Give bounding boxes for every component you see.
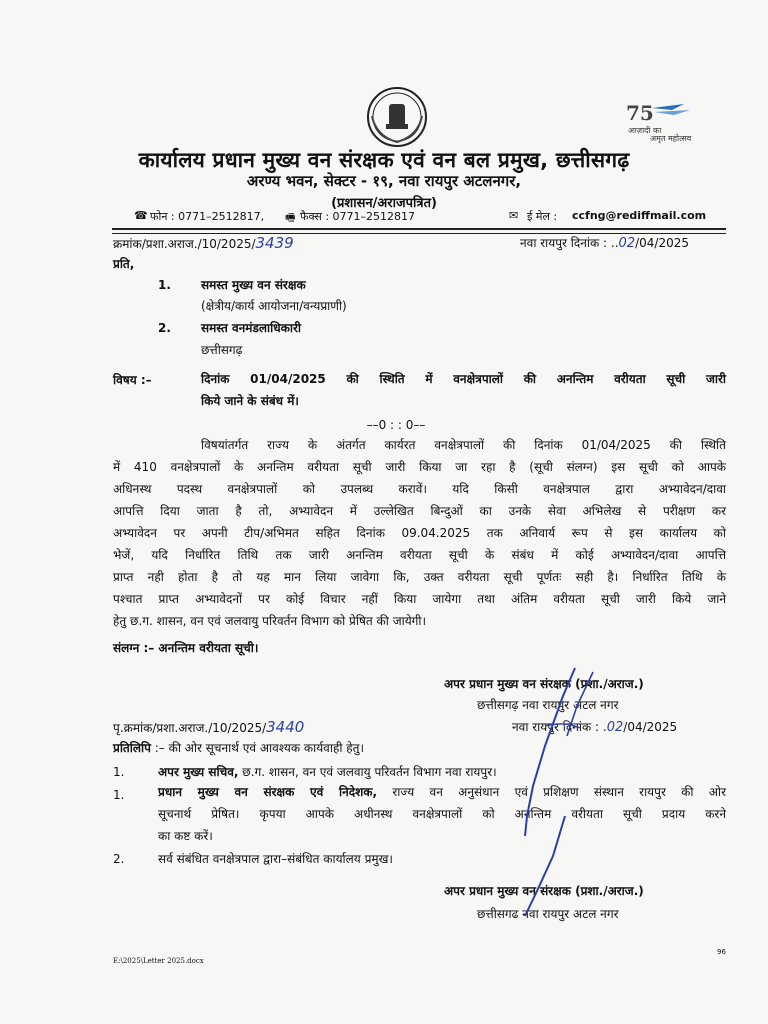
recipient-1-detail: (क्षेत्रीय/कार्य आयोजना/वन्यप्राणी) — [201, 299, 347, 313]
recipient-2-name: समस्त वनमंडलाधिकारी — [201, 321, 301, 335]
handwritten-copy-date: 02 — [606, 720, 624, 735]
header-rule — [112, 228, 726, 230]
svg-text:अमृत महोत्सव: अमृत महोत्सव — [650, 134, 692, 143]
phone-text: फोन : 0771–2512817, — [150, 210, 265, 223]
office-title: कार्यालय प्रधान मुख्य वन संरक्षक एवं वन बल प्रमुख, छत्तीसगढ़ — [138, 148, 630, 172]
recipient-1-name: समस्त मुख्य वन संरक्षक — [201, 278, 306, 292]
handwritten-copy-ref-no: 3440 — [266, 718, 305, 736]
copy-item-2: प्रधान मुख्य वन संरक्षक एवं निदेशक, राज्य वन अनुसंधान एवं प्रशिक्षण संस्थान रायपुर की ओर सूचनार्थ प्रेषित। कृपया आपके अधीनस्थ वनक्षेत्रपालों को अनन्तिम वरीयता सूची प्रदाय करने का कष्ट करें। — [158, 785, 726, 843]
fax-icon: 🖷 — [285, 211, 296, 224]
copy-reference-number: पृ.क्रमांक/प्रशा.अराज./10/2025/3440 — [113, 718, 305, 736]
letter-body — [113, 434, 726, 632]
reference-number: क्रमांक/प्रशा.अराज./10/2025/3439 — [113, 234, 294, 252]
copy-intro: प्रतिलिपि :– की ओर सूचनार्थ एवं आवश्यक कार्यवाही हेतु। — [113, 741, 365, 755]
recipient-2-num: 2. — [158, 321, 171, 335]
email-address: ccfng@rediffmail.com — [572, 209, 707, 222]
enclosure: संलग्न :– अनन्तिम वरीयता सूची। — [113, 641, 259, 655]
azadi-ka-amrit-mahotsav-logo — [612, 100, 704, 146]
body-line: प्राप्त नही होता है तो यह मान लिया जावेगा कि, उक्त वरीयता सूची पूर्णतः सही है। निर्धारित तिथि के — [113, 570, 726, 584]
body-line: भेजें, यदि निर्धारित तिथि तक जारी अनन्तिम वरीयता सूची के संबंध में कोई अभ्यावेदन/दावा आपत्ति — [113, 548, 726, 562]
subject-line-2: किये जाने के संबंध में। — [201, 394, 299, 408]
phone-icon: ☎ — [134, 209, 148, 222]
body-line: अधिनस्थ पदस्थ वनक्षेत्रपालों को उपलब्ध करावें। यदि किसी वनक्षेत्रपाल द्वारा अभ्यावेदन/दावा — [113, 482, 726, 496]
copy-item-1-num: 1. — [113, 765, 125, 779]
fax-text: फैक्स : 0771–2512817 — [300, 210, 416, 223]
signatory-title-1: अपर प्रधान मुख्य वन संरक्षक (प्रशा./अराज.) — [444, 677, 644, 691]
copy-item-1: अपर मुख्य सचिव, छ.ग. शासन, वन एवं जलवायु परिवर्तन विभाग नवा रायपुर। — [158, 765, 497, 779]
email-icon: ✉ — [509, 209, 519, 222]
header-rule-thin — [112, 233, 726, 234]
copy-item-3: सर्व संबंधित वनक्षेत्रपाल द्वारा–संबंधित कार्यालय प्रमुख। — [158, 852, 393, 866]
copy-item-2-num: 1. — [113, 788, 125, 802]
recipient-1-num: 1. — [158, 278, 171, 292]
handwritten-signature — [505, 666, 615, 926]
copy-item-3-num: 2. — [113, 852, 125, 866]
handwritten-ref-no: 3439 — [255, 234, 294, 252]
email-label: ई मेल : — [527, 210, 558, 223]
state-emblem — [362, 86, 432, 148]
signatory-place-2: छत्तीसगढ नवा रायपुर अटल नगर — [477, 907, 619, 921]
svg-text:75: 75 — [626, 101, 654, 125]
signatory-place-1: छत्तीसगढ़ नवा रायपुर अटल नगर — [477, 698, 619, 712]
office-subtitle: (प्रशासन/अराजपत्रित) — [331, 196, 437, 211]
subject-line-1: दिनांक 01/04/2025 की स्थिति में वनक्षेत्रपालों की अनन्तिम वरीयता सूची जारी — [201, 372, 726, 386]
body-line: में 410 वनक्षेत्रपालों के अनन्तिम वरीयता सूची जारी किया जा रहा है (सूची संलग्न) इस सूची को आपके — [113, 460, 726, 474]
body-line: अभ्यावेदन पर अपनी टीप/अभिमत सहित दिनांक 09.04.2025 तक अनिवार्य रूप से इस कार्यालय को — [113, 526, 726, 540]
body-line: आपत्ति दिया जाता है तो, अभ्यावेदन में उल्लेखित बिन्दुओं का उनके सेवा अभिलेख से परीक्षण कर — [113, 504, 726, 518]
separator: ––0 : : 0–– — [366, 418, 426, 432]
subject-label: विषय :– — [113, 373, 152, 387]
office-address: अरण्य भवन, सेक्टर - १९, नवा रायपुर अटलनगर, — [246, 172, 522, 190]
to-label: प्रति, — [113, 257, 135, 271]
body-line: हेतु छ.ग. शासन, वन एवं जलवायु परिवर्तन विभाग को प्रेषित की जायेगी। — [113, 614, 427, 628]
signatory-title-2: अपर प्रधान मुख्य वन संरक्षक (प्रशा./अराज.) — [444, 884, 644, 898]
handwritten-date: 02 — [618, 236, 636, 251]
body-line: विषयांतर्गत राज्य के अंतर्गत कार्यरत वनक्षेत्रपालों की दिनांक 01/04/2025 की स्थिति — [201, 438, 726, 452]
body-line: पश्चात प्राप्त अभ्यावेदनों पर कोई विचार नहीं किया जायेगा तथा अंतिम वरीयता सूची जारी किये जाने — [113, 592, 726, 606]
copy-date: नवा रायपुर दिनांक : .02/04/2025 — [512, 720, 678, 735]
svg-text:आज़ादी का: आज़ादी का — [628, 126, 662, 135]
recipient-2-detail: छत्तीसगढ़ — [201, 343, 243, 357]
file-path: E:\2025\Letter 2025.docx — [113, 957, 204, 965]
letter-date: नवा रायपुर दिनांक : ..02/04/2025 — [520, 236, 689, 251]
page-mark: 96 — [717, 948, 726, 956]
